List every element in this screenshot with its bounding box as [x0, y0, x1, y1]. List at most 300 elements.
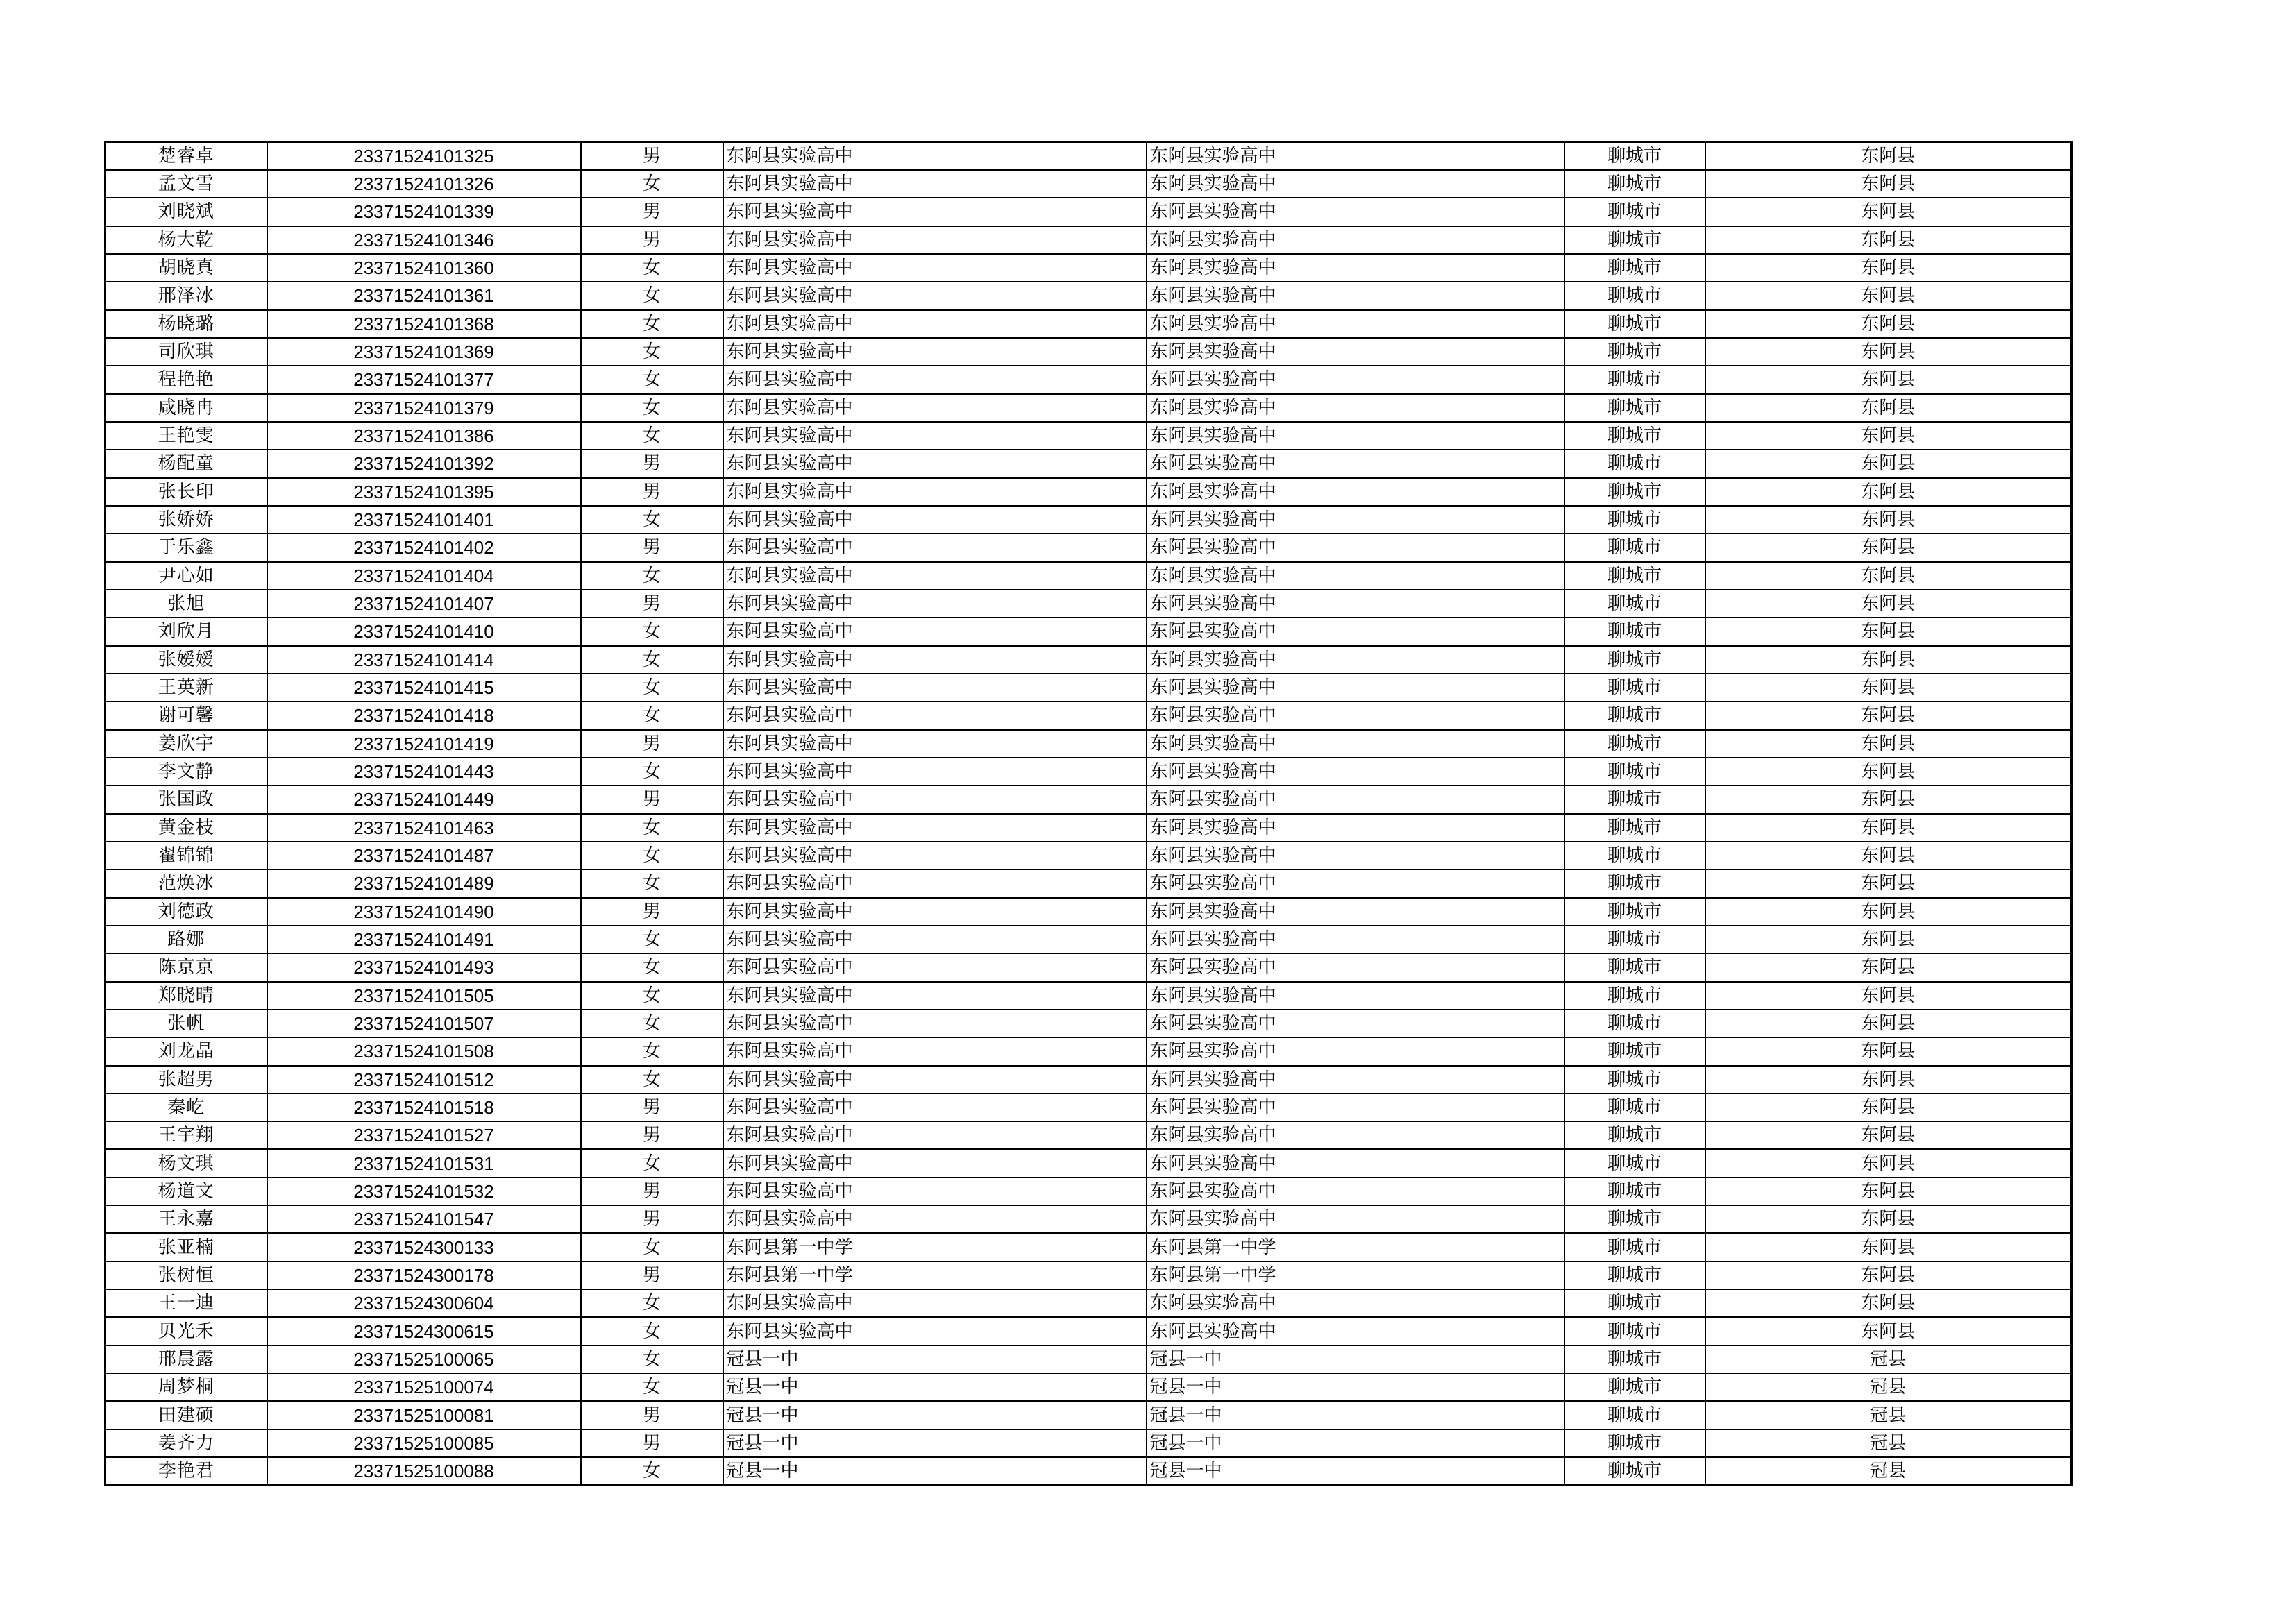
school-repeat-cell: 东阿县实验高中 [1147, 1317, 1564, 1345]
gender-cell: 女 [581, 758, 723, 785]
school-cell: 东阿县实验高中 [723, 982, 1147, 1010]
gender-cell: 女 [581, 814, 723, 842]
school-cell: 冠县一中 [723, 1457, 1147, 1486]
table-row [105, 254, 2072, 282]
gender-cell: 女 [581, 926, 723, 953]
gender-cell: 男 [581, 785, 723, 813]
gender-cell: 女 [581, 1037, 723, 1065]
gender-cell: 女 [581, 422, 723, 450]
school-repeat-cell: 东阿县实验高中 [1147, 1121, 1564, 1149]
gender-cell: 男 [581, 590, 723, 618]
school-repeat-cell: 东阿县实验高中 [1147, 170, 1564, 198]
school-repeat-cell: 东阿县实验高中 [1147, 310, 1564, 338]
school-repeat-cell: 东阿县实验高中 [1147, 478, 1564, 506]
exam-number-cell: 23371524101392 [267, 450, 581, 477]
county-cell: 东阿县 [1705, 1121, 2072, 1149]
school-repeat-cell: 冠县一中 [1147, 1457, 1564, 1486]
student-name-cell: 刘德政 [105, 898, 267, 926]
student-name-cell: 李文静 [105, 758, 267, 785]
school-cell: 东阿县实验高中 [723, 422, 1147, 450]
gender-cell: 男 [581, 1261, 723, 1289]
table-row [105, 1457, 2072, 1486]
table-row [105, 926, 2072, 953]
table-row [105, 1010, 2072, 1037]
student-name-cell: 张旭 [105, 590, 267, 618]
city-cell: 聊城市 [1564, 1345, 1705, 1373]
county-cell: 东阿县 [1705, 1094, 2072, 1121]
county-cell: 冠县 [1705, 1429, 2072, 1457]
school-cell: 东阿县实验高中 [723, 1205, 1147, 1233]
exam-number-cell: 23371524101531 [267, 1149, 581, 1177]
city-cell: 聊城市 [1564, 785, 1705, 813]
exam-number-cell: 23371525100074 [267, 1373, 581, 1401]
gender-cell: 男 [581, 1121, 723, 1149]
county-cell: 东阿县 [1705, 450, 2072, 477]
county-cell: 东阿县 [1705, 142, 2072, 171]
exam-number-cell: 23371524101419 [267, 730, 581, 758]
city-cell: 聊城市 [1564, 758, 1705, 785]
school-cell: 东阿县实验高中 [723, 198, 1147, 226]
exam-number-cell: 23371524101547 [267, 1205, 581, 1233]
exam-number-cell: 23371524101401 [267, 506, 581, 534]
exam-number-cell: 23371524101491 [267, 926, 581, 953]
student-name-cell: 咸晓冉 [105, 394, 267, 422]
city-cell: 聊城市 [1564, 254, 1705, 282]
table-row [105, 506, 2072, 534]
table-row [105, 282, 2072, 309]
school-repeat-cell: 东阿县实验高中 [1147, 814, 1564, 842]
school-repeat-cell: 东阿县实验高中 [1147, 898, 1564, 926]
county-cell: 东阿县 [1705, 282, 2072, 309]
city-cell: 聊城市 [1564, 842, 1705, 869]
student-name-cell: 司欣琪 [105, 338, 267, 366]
school-repeat-cell: 东阿县实验高中 [1147, 1037, 1564, 1065]
table-row [105, 170, 2072, 198]
school-repeat-cell: 东阿县实验高中 [1147, 226, 1564, 254]
student-name-cell: 郑晓晴 [105, 982, 267, 1010]
gender-cell: 男 [581, 730, 723, 758]
city-cell: 聊城市 [1564, 1429, 1705, 1457]
county-cell: 东阿县 [1705, 422, 2072, 450]
table-row [105, 478, 2072, 506]
school-cell: 东阿县实验高中 [723, 590, 1147, 618]
gender-cell: 女 [581, 1373, 723, 1401]
county-cell: 东阿县 [1705, 1233, 2072, 1261]
exam-number-cell: 23371524101489 [267, 869, 581, 897]
city-cell: 聊城市 [1564, 1401, 1705, 1429]
student-name-cell: 刘龙晶 [105, 1037, 267, 1065]
table-row [105, 842, 2072, 869]
county-cell: 东阿县 [1705, 1317, 2072, 1345]
school-cell: 东阿县实验高中 [723, 785, 1147, 813]
student-roster-table [104, 141, 2073, 1486]
school-repeat-cell: 东阿县实验高中 [1147, 730, 1564, 758]
student-name-cell: 贝光禾 [105, 1317, 267, 1345]
exam-number-cell: 23371524300604 [267, 1289, 581, 1317]
gender-cell: 男 [581, 450, 723, 477]
school-cell: 东阿县实验高中 [723, 282, 1147, 309]
student-name-cell: 张帆 [105, 1010, 267, 1037]
county-cell: 东阿县 [1705, 898, 2072, 926]
school-cell: 东阿县实验高中 [723, 394, 1147, 422]
school-repeat-cell: 东阿县实验高中 [1147, 282, 1564, 309]
school-repeat-cell: 东阿县实验高中 [1147, 618, 1564, 645]
table-row [105, 1289, 2072, 1317]
city-cell: 聊城市 [1564, 1121, 1705, 1149]
exam-number-cell: 23371524101360 [267, 254, 581, 282]
school-repeat-cell: 东阿县第一中学 [1147, 1233, 1564, 1261]
gender-cell: 女 [581, 869, 723, 897]
school-cell: 冠县一中 [723, 1429, 1147, 1457]
school-repeat-cell: 东阿县实验高中 [1147, 198, 1564, 226]
school-cell: 东阿县实验高中 [723, 1121, 1147, 1149]
gender-cell: 男 [581, 142, 723, 171]
gender-cell: 女 [581, 618, 723, 645]
student-name-cell: 邢泽冰 [105, 282, 267, 309]
school-cell: 东阿县实验高中 [723, 646, 1147, 674]
exam-number-cell: 23371525100085 [267, 1429, 581, 1457]
student-name-cell: 王艳雯 [105, 422, 267, 450]
student-name-cell: 尹心如 [105, 562, 267, 590]
student-name-cell: 路娜 [105, 926, 267, 953]
student-name-cell: 姜齐力 [105, 1429, 267, 1457]
student-name-cell: 王宇翔 [105, 1121, 267, 1149]
school-cell: 冠县一中 [723, 1401, 1147, 1429]
student-name-cell: 邢晨露 [105, 1345, 267, 1373]
table-row [105, 646, 2072, 674]
table-row [105, 674, 2072, 702]
school-repeat-cell: 东阿县实验高中 [1147, 1205, 1564, 1233]
school-cell: 东阿县实验高中 [723, 534, 1147, 561]
county-cell: 东阿县 [1705, 1289, 2072, 1317]
gender-cell: 女 [581, 254, 723, 282]
exam-number-cell: 23371524101443 [267, 758, 581, 785]
exam-number-cell: 23371524101339 [267, 198, 581, 226]
county-cell: 东阿县 [1705, 869, 2072, 897]
table-row [105, 142, 2072, 171]
exam-number-cell: 23371524101369 [267, 338, 581, 366]
gender-cell: 女 [581, 170, 723, 198]
school-repeat-cell: 东阿县实验高中 [1147, 590, 1564, 618]
county-cell: 东阿县 [1705, 366, 2072, 393]
county-cell: 东阿县 [1705, 394, 2072, 422]
table-row [105, 1066, 2072, 1094]
exam-number-cell: 23371524101532 [267, 1178, 581, 1205]
gender-cell: 男 [581, 1401, 723, 1429]
city-cell: 聊城市 [1564, 814, 1705, 842]
county-cell: 东阿县 [1705, 1010, 2072, 1037]
student-name-cell: 秦屹 [105, 1094, 267, 1121]
county-cell: 东阿县 [1705, 953, 2072, 981]
exam-number-cell: 23371524101407 [267, 590, 581, 618]
exam-number-cell: 23371524101512 [267, 1066, 581, 1094]
table-row [105, 450, 2072, 477]
gender-cell: 女 [581, 1149, 723, 1177]
city-cell: 聊城市 [1564, 282, 1705, 309]
exam-number-cell: 23371524101410 [267, 618, 581, 645]
school-cell: 东阿县实验高中 [723, 562, 1147, 590]
gender-cell: 女 [581, 842, 723, 869]
table-row [105, 366, 2072, 393]
county-cell: 东阿县 [1705, 170, 2072, 198]
city-cell: 聊城市 [1564, 869, 1705, 897]
county-cell: 东阿县 [1705, 982, 2072, 1010]
school-repeat-cell: 东阿县实验高中 [1147, 982, 1564, 1010]
school-repeat-cell: 东阿县实验高中 [1147, 254, 1564, 282]
table-row [105, 758, 2072, 785]
exam-number-cell: 23371524300615 [267, 1317, 581, 1345]
school-cell: 东阿县实验高中 [723, 1010, 1147, 1037]
city-cell: 聊城市 [1564, 198, 1705, 226]
school-cell: 东阿县实验高中 [723, 506, 1147, 534]
exam-number-cell: 23371524101404 [267, 562, 581, 590]
table-row [105, 310, 2072, 338]
school-repeat-cell: 东阿县实验高中 [1147, 953, 1564, 981]
school-repeat-cell: 东阿县实验高中 [1147, 422, 1564, 450]
county-cell: 东阿县 [1705, 702, 2072, 729]
county-cell: 东阿县 [1705, 478, 2072, 506]
exam-number-cell: 23371524101377 [267, 366, 581, 393]
school-repeat-cell: 东阿县实验高中 [1147, 674, 1564, 702]
gender-cell: 女 [581, 674, 723, 702]
gender-cell: 女 [581, 338, 723, 366]
county-cell: 东阿县 [1705, 618, 2072, 645]
city-cell: 聊城市 [1564, 730, 1705, 758]
city-cell: 聊城市 [1564, 1205, 1705, 1233]
city-cell: 聊城市 [1564, 1149, 1705, 1177]
county-cell: 东阿县 [1705, 506, 2072, 534]
school-repeat-cell: 东阿县实验高中 [1147, 758, 1564, 785]
school-repeat-cell: 东阿县实验高中 [1147, 842, 1564, 869]
school-repeat-cell: 东阿县实验高中 [1147, 1289, 1564, 1317]
table-row [105, 618, 2072, 645]
county-cell: 东阿县 [1705, 814, 2072, 842]
school-repeat-cell: 东阿县实验高中 [1147, 1094, 1564, 1121]
school-repeat-cell: 东阿县第一中学 [1147, 1261, 1564, 1289]
exam-number-cell: 23371525100088 [267, 1457, 581, 1486]
city-cell: 聊城市 [1564, 953, 1705, 981]
city-cell: 聊城市 [1564, 702, 1705, 729]
student-name-cell: 陈京京 [105, 953, 267, 981]
exam-number-cell: 23371524101418 [267, 702, 581, 729]
city-cell: 聊城市 [1564, 1289, 1705, 1317]
student-name-cell: 黄金枝 [105, 814, 267, 842]
school-cell: 东阿县实验高中 [723, 926, 1147, 953]
student-name-cell: 张嫒嫒 [105, 646, 267, 674]
county-cell: 东阿县 [1705, 1178, 2072, 1205]
student-name-cell: 杨大乾 [105, 226, 267, 254]
school-cell: 东阿县实验高中 [723, 814, 1147, 842]
school-cell: 东阿县实验高中 [723, 869, 1147, 897]
student-name-cell: 杨配童 [105, 450, 267, 477]
gender-cell: 男 [581, 226, 723, 254]
table-row [105, 953, 2072, 981]
city-cell: 聊城市 [1564, 674, 1705, 702]
table-row [105, 534, 2072, 561]
student-name-cell: 张国政 [105, 785, 267, 813]
county-cell: 东阿县 [1705, 254, 2072, 282]
student-name-cell: 张长印 [105, 478, 267, 506]
city-cell: 聊城市 [1564, 926, 1705, 953]
exam-number-cell: 23371524101395 [267, 478, 581, 506]
county-cell: 东阿县 [1705, 646, 2072, 674]
school-cell: 东阿县实验高中 [723, 1037, 1147, 1065]
school-repeat-cell: 东阿县实验高中 [1147, 394, 1564, 422]
school-repeat-cell: 东阿县实验高中 [1147, 338, 1564, 366]
exam-number-cell: 23371524101508 [267, 1037, 581, 1065]
city-cell: 聊城市 [1564, 310, 1705, 338]
gender-cell: 女 [581, 394, 723, 422]
exam-number-cell: 23371524101490 [267, 898, 581, 926]
student-name-cell: 张超男 [105, 1066, 267, 1094]
gender-cell: 女 [581, 1066, 723, 1094]
city-cell: 聊城市 [1564, 366, 1705, 393]
city-cell: 聊城市 [1564, 1010, 1705, 1037]
school-repeat-cell: 东阿县实验高中 [1147, 506, 1564, 534]
school-cell: 东阿县实验高中 [723, 366, 1147, 393]
student-name-cell: 王一迪 [105, 1289, 267, 1317]
student-name-cell: 王永嘉 [105, 1205, 267, 1233]
gender-cell: 女 [581, 1289, 723, 1317]
school-cell: 东阿县第一中学 [723, 1233, 1147, 1261]
exam-number-cell: 23371524101527 [267, 1121, 581, 1149]
county-cell: 东阿县 [1705, 1066, 2072, 1094]
county-cell: 东阿县 [1705, 1205, 2072, 1233]
county-cell: 东阿县 [1705, 1149, 2072, 1177]
student-name-cell: 谢可馨 [105, 702, 267, 729]
county-cell: 东阿县 [1705, 338, 2072, 366]
table-row [105, 1094, 2072, 1121]
city-cell: 聊城市 [1564, 1373, 1705, 1401]
county-cell: 东阿县 [1705, 534, 2072, 561]
student-name-cell: 楚睿卓 [105, 142, 267, 171]
city-cell: 聊城市 [1564, 1178, 1705, 1205]
gender-cell: 女 [581, 506, 723, 534]
gender-cell: 女 [581, 310, 723, 338]
county-cell: 冠县 [1705, 1457, 2072, 1486]
gender-cell: 女 [581, 1457, 723, 1486]
school-cell: 东阿县实验高中 [723, 254, 1147, 282]
gender-cell: 女 [581, 702, 723, 729]
school-cell: 东阿县实验高中 [723, 1289, 1147, 1317]
student-name-cell: 范焕冰 [105, 869, 267, 897]
school-cell: 东阿县实验高中 [723, 1149, 1147, 1177]
city-cell: 聊城市 [1564, 1457, 1705, 1486]
gender-cell: 女 [581, 982, 723, 1010]
exam-number-cell: 23371524101414 [267, 646, 581, 674]
school-repeat-cell: 东阿县实验高中 [1147, 926, 1564, 953]
gender-cell: 女 [581, 282, 723, 309]
table-row [105, 394, 2072, 422]
table-row [105, 1121, 2072, 1149]
roster-body [105, 142, 2072, 1486]
school-repeat-cell: 东阿县实验高中 [1147, 869, 1564, 897]
school-cell: 东阿县实验高中 [723, 310, 1147, 338]
table-row [105, 785, 2072, 813]
school-repeat-cell: 东阿县实验高中 [1147, 1178, 1564, 1205]
gender-cell: 男 [581, 1429, 723, 1457]
table-row [105, 1317, 2072, 1345]
school-cell: 东阿县实验高中 [723, 1066, 1147, 1094]
school-cell: 东阿县实验高中 [723, 450, 1147, 477]
gender-cell: 男 [581, 478, 723, 506]
school-cell: 东阿县实验高中 [723, 842, 1147, 869]
gender-cell: 女 [581, 1317, 723, 1345]
exam-number-cell: 23371524101493 [267, 953, 581, 981]
student-name-cell: 张树恒 [105, 1261, 267, 1289]
gender-cell: 男 [581, 1178, 723, 1205]
table-row [105, 1401, 2072, 1429]
student-name-cell: 张亚楠 [105, 1233, 267, 1261]
student-name-cell: 周梦桐 [105, 1373, 267, 1401]
table-row [105, 1429, 2072, 1457]
school-repeat-cell: 冠县一中 [1147, 1373, 1564, 1401]
school-cell: 东阿县实验高中 [723, 618, 1147, 645]
exam-number-cell: 23371524101415 [267, 674, 581, 702]
table-row [105, 338, 2072, 366]
student-name-cell: 李艳君 [105, 1457, 267, 1486]
student-name-cell: 张娇娇 [105, 506, 267, 534]
school-cell: 冠县一中 [723, 1345, 1147, 1373]
city-cell: 聊城市 [1564, 590, 1705, 618]
county-cell: 东阿县 [1705, 674, 2072, 702]
gender-cell: 男 [581, 898, 723, 926]
student-name-cell: 翟锦锦 [105, 842, 267, 869]
student-name-cell: 杨晓璐 [105, 310, 267, 338]
exam-number-cell: 23371524300133 [267, 1233, 581, 1261]
city-cell: 聊城市 [1564, 1233, 1705, 1261]
exam-number-cell: 23371524101379 [267, 394, 581, 422]
city-cell: 聊城市 [1564, 1261, 1705, 1289]
exam-number-cell: 23371524101326 [267, 170, 581, 198]
gender-cell: 男 [581, 1205, 723, 1233]
student-name-cell: 于乐鑫 [105, 534, 267, 561]
county-cell: 东阿县 [1705, 562, 2072, 590]
school-cell: 东阿县第一中学 [723, 1261, 1147, 1289]
student-name-cell: 王英新 [105, 674, 267, 702]
school-repeat-cell: 东阿县实验高中 [1147, 142, 1564, 171]
student-name-cell: 杨文琪 [105, 1149, 267, 1177]
city-cell: 聊城市 [1564, 1037, 1705, 1065]
county-cell: 东阿县 [1705, 1037, 2072, 1065]
gender-cell: 男 [581, 198, 723, 226]
gender-cell: 女 [581, 1233, 723, 1261]
school-repeat-cell: 东阿县实验高中 [1147, 785, 1564, 813]
gender-cell: 男 [581, 534, 723, 561]
city-cell: 聊城市 [1564, 1066, 1705, 1094]
county-cell: 东阿县 [1705, 198, 2072, 226]
county-cell: 东阿县 [1705, 226, 2072, 254]
gender-cell: 女 [581, 562, 723, 590]
exam-number-cell: 23371525100081 [267, 1401, 581, 1429]
gender-cell: 女 [581, 646, 723, 674]
exam-number-cell: 23371524101386 [267, 422, 581, 450]
table-row [105, 1178, 2072, 1205]
school-repeat-cell: 冠县一中 [1147, 1345, 1564, 1373]
student-name-cell: 杨道文 [105, 1178, 267, 1205]
gender-cell: 男 [581, 1094, 723, 1121]
exam-number-cell: 23371524101487 [267, 842, 581, 869]
school-repeat-cell: 东阿县实验高中 [1147, 1066, 1564, 1094]
table-row [105, 869, 2072, 897]
table-row [105, 422, 2072, 450]
school-cell: 冠县一中 [723, 1373, 1147, 1401]
city-cell: 聊城市 [1564, 142, 1705, 171]
table-row [105, 1149, 2072, 1177]
school-repeat-cell: 冠县一中 [1147, 1401, 1564, 1429]
exam-number-cell: 23371524101346 [267, 226, 581, 254]
city-cell: 聊城市 [1564, 478, 1705, 506]
